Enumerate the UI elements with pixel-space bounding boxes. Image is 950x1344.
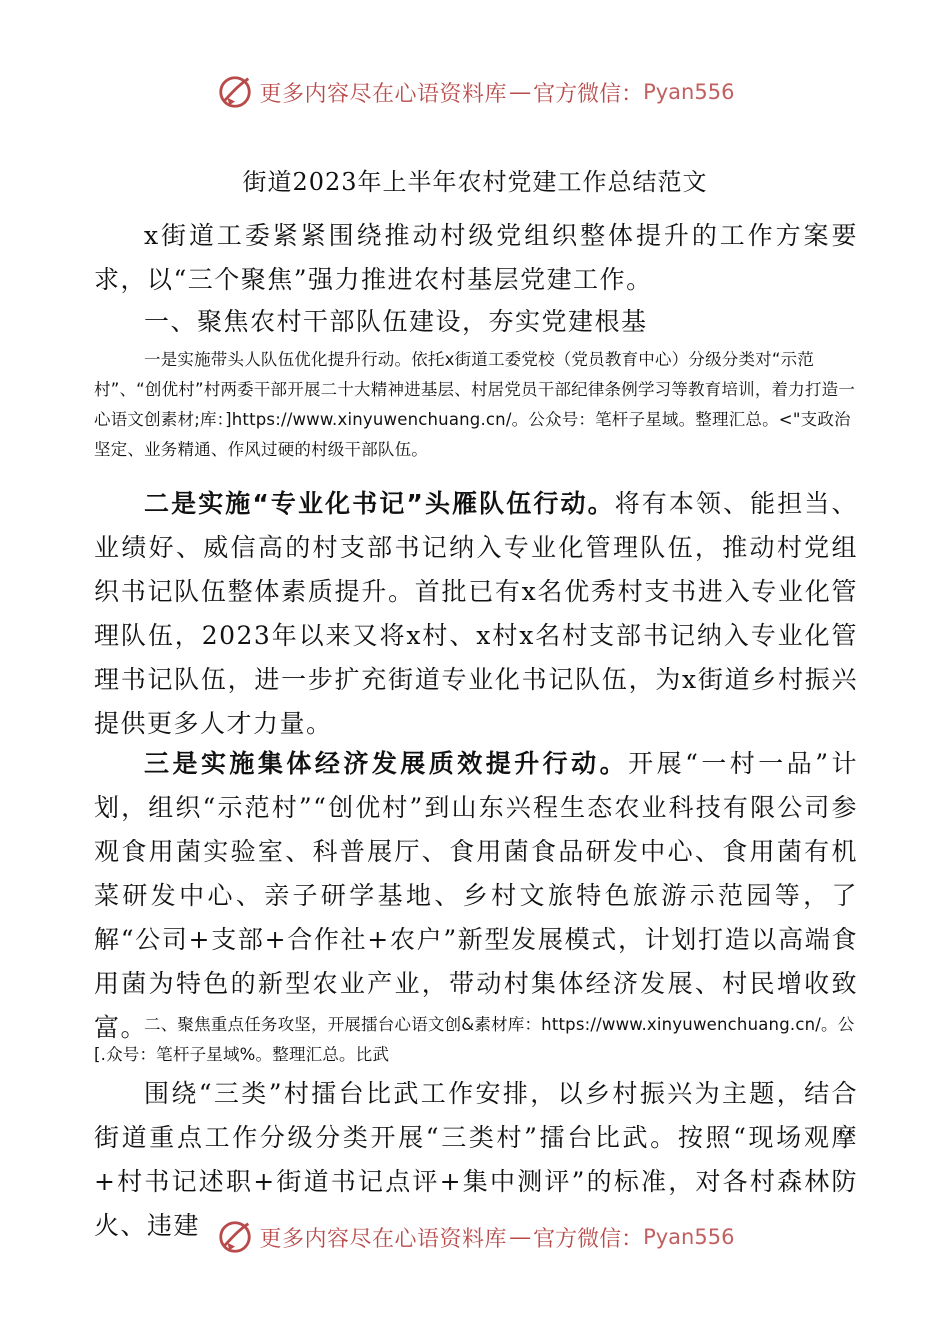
- section2-heading: 二、聚焦重点任务攻坚，开展擂台心语文创&素材库：https://www.xinyuwenchuang.cn/。公[.众号：笔杆子星域%。整理汇总。比武: [94, 1015, 855, 1064]
- watermark-wechat-id: Pyan556: [643, 80, 735, 104]
- watermark-wechat-label: 官方微信：: [533, 81, 644, 107]
- section1-heading: 一、聚焦农村干部队伍建设，夯实党建根基: [144, 307, 648, 336]
- watermark-separator: —: [509, 1224, 532, 1250]
- brand-logo-icon: [216, 1218, 254, 1256]
- watermark-brand-text: 更多内容尽在心语资料库: [259, 1226, 508, 1252]
- document-title: 街道2023年上半年农村党建工作总结范文: [242, 168, 708, 196]
- section1-item3-paragraph: [94, 742, 858, 1050]
- watermark-separator: —: [509, 79, 532, 105]
- watermark-banner-top: [0, 70, 950, 114]
- section1-item1-paragraph: 一是实施带头人队伍优化提升行动。依托x街道工委党校（党员教育中心）分级分类对“示范村”、“创优村”村两委干部开展二十大精神进基层、村居党员干部纪律条例学习等教育培训，着力打造一心语文创素材;库：]https://www.xinyuwenchuang.cn/。公众号：笔杆子星域。整理汇总。<"支政治坚定、业务精通、作风过硬的村级干部队伍。: [94, 350, 856, 459]
- section1-item3-lead: 三是实施集体经济发展质效提升行动。: [144, 749, 629, 778]
- section1-item2-lead: 二是实施“专业化书记”头雁队伍行动。: [144, 489, 615, 518]
- intro-paragraph: x街道工委紧紧围绕推动村级党组织整体提升的工作方案要求，以“三个聚焦”强力推进农村基层党建工作。: [94, 221, 858, 294]
- brand-logo-icon: [216, 73, 254, 111]
- watermark-wechat-label: 官方微信：: [533, 1226, 644, 1252]
- watermark-brand-text: 更多内容尽在心语资料库: [259, 81, 508, 107]
- watermark-wechat-id: Pyan556: [643, 1225, 735, 1249]
- section1-item2-body: 将有本领、能担当、业绩好、威信高的村支部书记纳入专业化管理队伍，推动村党组织书记队伍整体素质提升。首批已有x名优秀村支书进入专业化管理队伍，2023年以来又将x村、x村x名村支部书记纳入专业化管理书记队伍，进一步扩充街道专业化书记队伍，为x街道乡村振兴提供更多人才力量。: [94, 489, 858, 738]
- watermark-banner-bottom: [0, 1215, 950, 1259]
- section1-item2-paragraph: [94, 482, 858, 746]
- section1-item3-body: 开展“一村一品”计划，组织“示范村”“创优村”到山东兴程生态农业科技有限公司参观食用菌实验室、科普展厅、食用菌食品研发中心、食用菌有机菜研发中心、亲子研学基地、乡村文旅特色旅游示范园等，了解“公司+支部+合作社+农户”新型发展模式，计划打造以高端食用菌为特色的新型农业产业，带动村集体经济发展、村民增收致富。: [94, 749, 858, 1042]
- section2-paragraph: 围绕“三类”村擂台比武工作安排，以乡村振兴为主题，结合街道重点工作分级分类开展“三类村”擂台比武。按照“现场观摩+村书记述职+街道书记点评+集中测评”的标准，对各村森林防火、违建: [94, 1079, 858, 1240]
